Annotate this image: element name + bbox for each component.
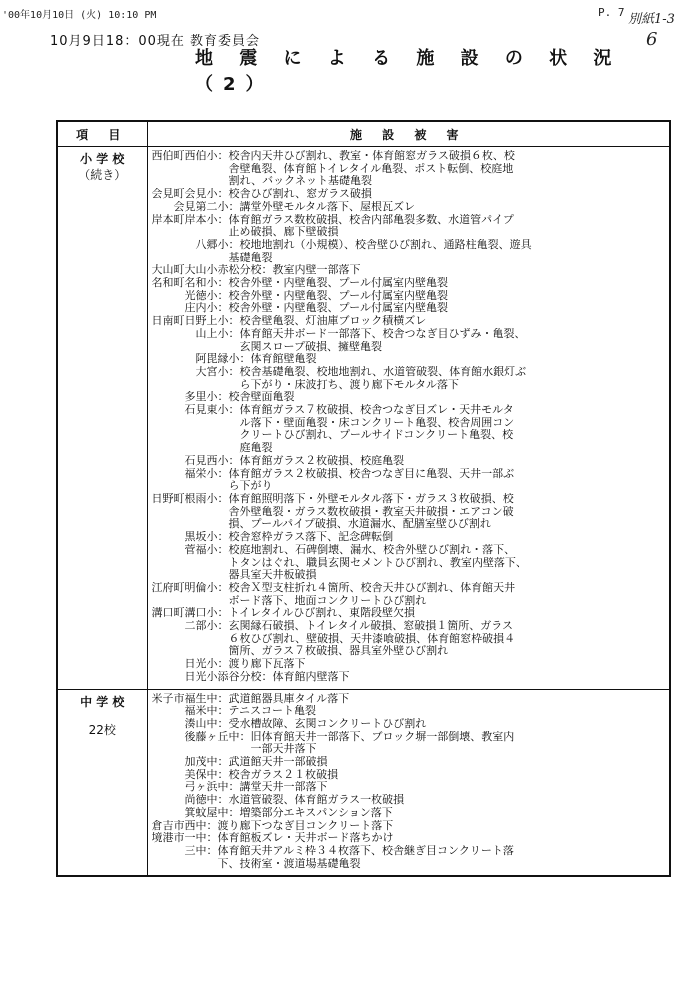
fax-timestamp: '00年10月10日 (火) 10:10 PM	[2, 10, 157, 21]
damage-line: トタンはぐれ、職員玄関セメントひび割れ、教室内壁落下、	[151, 556, 527, 569]
table-header-row	[57, 121, 670, 147]
damage-line: 日光小：渡り廊下瓦落下	[151, 658, 306, 671]
damage-line: 弓ヶ浜中：講堂天井一部落下	[151, 781, 328, 794]
damage-line: 止め破損、廊下壁破損	[151, 226, 339, 239]
damage-line: 舎外壁亀裂・ガラス数枚破損・教室天井破損・エアコン破	[151, 505, 514, 518]
damage-line: 名和町名和小：校舎外壁・内壁亀裂、プール付属室内壁亀裂	[151, 277, 448, 290]
report-asof: 10月9日18：00現在 教育委員会	[50, 34, 261, 49]
damage-line: 庭亀裂	[151, 442, 273, 455]
damage-line: 光徳小：校舎外壁・内壁亀裂、プール付属室内壁亀裂	[151, 289, 448, 302]
damage-line: 器具室天井板破損	[151, 569, 317, 582]
damage-line: 舎壁亀裂、体育館トイレタイル亀裂、ポスト転倒、校庭地	[151, 162, 514, 175]
damage-line: 加茂中：武道館天井一部破損	[151, 756, 328, 769]
table-body	[57, 147, 670, 877]
handwritten-page-number: 6	[646, 29, 658, 50]
damage-line: 日南町日野上小：校舎壁亀裂、灯油庫ブロック積横ズレ	[151, 315, 427, 328]
damage-line: 福栄小：体育館ガラス２枚破損、校舎つなぎ目に亀裂、天井一部ぶ	[151, 467, 515, 480]
table-row	[57, 689, 670, 876]
damage-line: 石見西小：体育館ガラス２枚破損、校庭亀裂	[151, 454, 405, 467]
damage-line: 日光小添谷分校：体育館内壁落下	[151, 670, 350, 683]
damage-line: 菅福小：校庭地割れ、石碑倒壊、漏水、校舎外壁ひび割れ・落下、	[151, 543, 516, 556]
damage-line: 倉吉市西中：渡り廊下つなぎ目コンクリート落下	[151, 819, 394, 832]
damage-line: 大宮小：校舎基礎亀裂、校地地割れ、水道管破裂、体育館水銀灯ぶ	[151, 365, 527, 378]
damage-cell	[147, 689, 670, 876]
damage-line: 後藤ヶ丘中：旧体育館天井一部落下、ブロック塀一部倒壊、教室内	[151, 730, 515, 743]
damage-line: 大山町大山小赤松分校：教室内壁一部落下	[151, 264, 361, 277]
damage-line: 溝口町溝口小：トイレタイルひび割れ、東階段壁欠損	[151, 607, 415, 620]
damage-line: 石見東小：体育館ガラス７枚破損、校舎つなぎ目ズレ・天井モルタ	[151, 404, 514, 417]
damage-line: 下、技術室・渡道場基礎亀裂	[151, 857, 361, 870]
damage-line: 福米中：テニスコート亀裂	[151, 705, 317, 718]
category-count: 22校	[88, 722, 116, 737]
damage-line: 箇所、ガラス７枚破損、器具室外壁ひび割れ	[151, 645, 449, 658]
damage-line: 三中：体育館天井アルミ枠３４枚落下、校舎継ぎ目コンクリート落	[151, 844, 514, 857]
damage-line: 尚徳中：水道管破裂、体育館ガラス一枚破損	[151, 794, 405, 807]
damage-line: 割れ、バックネット基礎亀裂	[151, 175, 373, 188]
damage-line: 江府町明倫小：校舎Ｘ型支柱折れ４箇所、校舎天井ひび割れ、体育館天井	[151, 581, 516, 594]
damage-line: ６枚ひび割れ、壁破損、天井漆喰破損、体育館窓枠破損４	[151, 632, 516, 645]
damage-line: 玄関スロープ破損、擁壁亀裂	[151, 340, 382, 353]
damage-line: 美保中：校舎ガラス２１枚破損	[151, 768, 339, 781]
damage-line: 湊山中：受水槽故障、玄関コンクリートひび割れ	[151, 717, 427, 730]
table-row	[57, 147, 670, 690]
handwritten-attachment-label: 別紙1-3	[628, 12, 675, 27]
fax-page-number: P. 7	[598, 6, 625, 19]
damage-line: 八郷小：校地地割れ（小規模）、校舎壁ひび割れ、通路柱亀裂、遊具	[151, 238, 532, 251]
category-name: 小 学 校	[80, 152, 125, 166]
damage-line: ボード落下、地面コンクリートひび割れ	[151, 594, 427, 607]
damage-line: 日野町根雨小：体育館照明落下・外壁モルタル落下・ガラス３枚破損、校	[151, 492, 514, 505]
fax-header	[2, 4, 692, 20]
category-name: 中 学 校	[80, 694, 125, 709]
damage-line: 二部小：玄関縁石破損、トイレタイル破損、窓破損１箇所、ガラス	[151, 620, 513, 633]
facility-damage-table	[56, 120, 671, 877]
damage-line: 会見第二小：講堂外壁モルタル落下、屋根瓦ズレ	[151, 200, 416, 213]
damage-line: 箕蚊屋中：増築部分エキスパンション落下	[151, 806, 393, 819]
report-title: 地 震 に よ る 施 設 の 状 況（2）	[195, 48, 622, 95]
damage-line: ル落下・壁面亀裂・床コンクリート亀裂、校舎周囲コン	[151, 416, 515, 429]
damage-line: 山上小：体育館天井ボード一部落下、校舎つなぎ目ひずみ・亀裂、	[151, 327, 526, 340]
damage-line: 基礎亀裂	[151, 251, 273, 264]
category-cell	[57, 147, 147, 690]
damage-cell	[147, 147, 670, 690]
damage-line: クリートひび割れ、プールサイドコンクリート亀裂、校	[151, 429, 514, 442]
header-item: 項 目	[57, 121, 147, 147]
damage-line: ら下がり	[151, 480, 273, 493]
damage-line: 黒坂小：校舎窓枠ガラス落下、記念碑転倒	[151, 531, 394, 544]
damage-line: 庄内小：校舎外壁・内壁亀裂、プール付属室内壁亀裂	[151, 302, 448, 315]
category-sub: （続き）	[78, 168, 127, 182]
category-cell	[57, 689, 147, 876]
damage-line: 境港市一中：体育館板ズレ・天井ボード落ちかけ	[151, 832, 394, 845]
damage-line: 阿毘縁小：体育館壁亀裂	[151, 353, 317, 366]
header-damage: 施 設 被 害	[147, 121, 670, 147]
damage-line: ら下がり・床波打ち、渡り廊下モルタル落下	[151, 378, 460, 391]
report-header	[50, 30, 650, 95]
damage-line: 岸本町岸本小：体育館ガラス数枚破損、校舎内部亀裂多数、水道管パイプ	[151, 213, 514, 226]
damage-line: 会見町会見小：校舎ひび割れ、窓ガラス破損	[151, 188, 372, 201]
damage-line: 一部天井落下	[151, 743, 317, 756]
damage-line: 西伯町西伯小：校舎内天井ひび割れ、教室・体育館窓ガラス破損６枚、校	[151, 150, 515, 162]
damage-line: 損、プールパイプ破損、水道漏水、配膳室壁ひび割れ	[151, 518, 491, 531]
damage-line: 米子市福生中：武道館器具庫タイル落下	[151, 692, 350, 705]
damage-line: 多里小：校舎壁面亀裂	[151, 391, 295, 404]
